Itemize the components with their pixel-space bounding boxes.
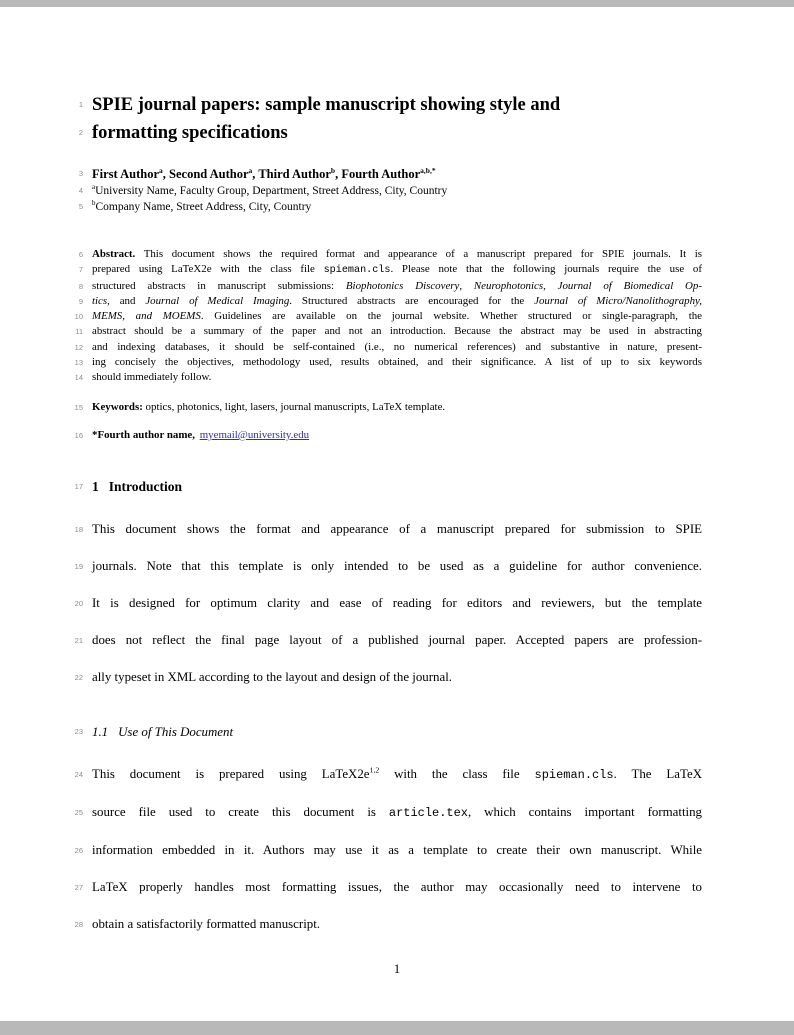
text-run: journals. Note that this template is only intended to be used as a guideline for author convenience. xyxy=(92,559,702,574)
text-run: 1,2 xyxy=(369,765,380,775)
text-run: MEMS, and MOEMS xyxy=(92,310,201,323)
text-run: optics, photonics, light, lasers, journal manuscripts, LaTeX template. xyxy=(142,400,446,413)
text-run: This document shows the format and appearance of a manuscript prepared for submission to SPIE xyxy=(92,522,702,537)
text-run: with the class file xyxy=(379,767,535,782)
text-line xyxy=(78,119,702,147)
line-text xyxy=(92,247,702,262)
text-run: Company Name, Street Address, City, Country xyxy=(95,201,312,213)
author-contact xyxy=(74,428,702,443)
line-number: 24 xyxy=(74,770,83,780)
line-number: 27 xyxy=(74,883,83,893)
text-line xyxy=(78,262,702,278)
text-run: Abstract. xyxy=(92,248,136,260)
line-number: 5 xyxy=(78,202,83,211)
line-text xyxy=(92,511,702,548)
line-text xyxy=(92,370,702,385)
line-number: 13 xyxy=(74,358,83,368)
text-run: structured abstracts in manuscript submissions: xyxy=(92,279,346,292)
line-text xyxy=(92,183,702,199)
text-run: , Fourth Author xyxy=(335,167,421,181)
text-line xyxy=(74,869,702,906)
line-number: 21 xyxy=(74,636,83,646)
line-text xyxy=(92,832,702,869)
text-line xyxy=(74,622,702,659)
line-text xyxy=(92,400,702,415)
line-text xyxy=(92,119,702,147)
text-run: Journal of Biomedical Op- xyxy=(557,279,702,292)
text-run: a xyxy=(248,165,253,175)
text-line xyxy=(74,585,702,622)
page xyxy=(0,7,794,1021)
line-text xyxy=(92,91,702,119)
text-run: . Please note that the following journals require the use of xyxy=(390,263,702,276)
text-run: LaTeX properly handles most formatting issues, the author may occasionally need to intervene to xyxy=(92,880,702,895)
line-number: 23 xyxy=(74,727,83,737)
text-line xyxy=(74,511,702,548)
intro-paragraph-1 xyxy=(74,511,702,696)
text-line xyxy=(74,722,702,742)
text-run: 1 xyxy=(92,479,99,495)
line-text xyxy=(92,199,702,215)
text-run: 1.1 xyxy=(92,725,109,740)
text-line xyxy=(74,428,702,443)
text-line xyxy=(78,279,702,294)
page-content xyxy=(74,91,703,943)
text-run: . Structured abstracts are encouraged for the xyxy=(289,294,535,307)
line-text xyxy=(92,477,702,497)
text-line xyxy=(74,340,702,355)
text-run: does not reflect the final page layout of a published journal paper. Accepted papers are profession- xyxy=(92,633,702,648)
line-number: 10 xyxy=(74,312,83,322)
line-text xyxy=(92,294,702,309)
text-run: Biophotonics Discovery xyxy=(345,279,460,292)
text-run: formatting specifications xyxy=(92,123,288,143)
text-run: , xyxy=(459,279,474,292)
author-line xyxy=(78,165,702,183)
text-line xyxy=(78,199,702,215)
text-line xyxy=(74,400,702,415)
line-number: 26 xyxy=(74,846,83,856)
text-run: This document is prepared using LaTeX2e xyxy=(92,767,370,782)
line-number: 15 xyxy=(74,402,83,412)
text-run: article.tex xyxy=(388,806,468,821)
text-run: abstract should be a summary of the paper and not an introduction. Because the abstract may be used in abstracting xyxy=(92,325,702,338)
text-line xyxy=(74,477,702,497)
line-number: 4 xyxy=(78,186,83,195)
line-number: 9 xyxy=(78,296,83,306)
text-line xyxy=(74,548,702,585)
email-link[interactable]: myemail@university.edu xyxy=(199,428,310,441)
text-line xyxy=(74,794,703,832)
text-line xyxy=(74,756,703,794)
line-number: 17 xyxy=(74,482,83,492)
line-text xyxy=(92,659,702,696)
text-run: , Third Author xyxy=(252,167,331,181)
line-text xyxy=(92,340,702,355)
text-run: and indexing databases, it should be self-contained (i.e., no numerical references) and substantive in nature, present- xyxy=(92,340,702,353)
line-number: 1 xyxy=(78,100,83,109)
text-line xyxy=(78,183,702,199)
text-run: spieman.cls xyxy=(323,265,391,277)
affiliations xyxy=(78,183,702,215)
text-run: Use of This Document xyxy=(118,725,234,740)
line-number: 16 xyxy=(74,430,83,440)
text-run: tics xyxy=(92,294,108,307)
text-run: Journal of Micro/Nanolithography, xyxy=(534,294,702,307)
text-line xyxy=(74,355,702,370)
line-number: 3 xyxy=(78,169,83,178)
text-run: ing concisely the objectives, methodology used, results obtained, and their significance. A list of up to six keywords xyxy=(92,356,702,369)
text-run: First Author xyxy=(92,167,160,181)
text-run: obtain a satisfactorily formatted manuscript. xyxy=(92,917,321,932)
text-run: This document shows the required format and appearance of a manuscript prepared for SPIE journals. It is xyxy=(135,248,702,260)
text-run: b xyxy=(92,200,96,208)
text-run: a,b,* xyxy=(420,165,436,175)
text-line xyxy=(78,294,702,309)
line-number: 6 xyxy=(78,250,83,259)
line-text xyxy=(92,165,702,183)
line-number: 7 xyxy=(78,265,83,275)
text-run: . The LaTeX xyxy=(613,767,703,782)
line-number: 22 xyxy=(74,673,83,683)
text-run: *Fourth author name, xyxy=(92,428,198,441)
text-line xyxy=(75,324,702,339)
line-text xyxy=(92,309,702,324)
text-run: University Name, Faculty Group, Department, Street Address, City, Country xyxy=(95,185,448,197)
line-text xyxy=(92,622,702,659)
text-run: information embedded in it. Authors may use it as a template to create their own manuscript. While xyxy=(92,843,702,858)
text-line xyxy=(74,906,702,943)
text-run: SPIE journal papers: sample manuscript showing style and xyxy=(92,95,561,115)
text-run: a xyxy=(92,184,96,192)
line-text xyxy=(92,906,702,943)
text-line xyxy=(78,165,702,183)
text-run: Keywords: xyxy=(92,400,143,413)
section-introduction xyxy=(74,477,702,497)
text-line xyxy=(78,91,702,119)
line-text xyxy=(92,548,702,585)
line-text xyxy=(92,794,702,832)
line-text xyxy=(92,722,702,742)
text-line xyxy=(74,309,702,324)
paper-title xyxy=(78,91,702,147)
text-line xyxy=(74,659,702,696)
line-number: 19 xyxy=(74,562,83,572)
line-text xyxy=(92,756,702,794)
text-run: It is designed for optimum clarity and ease of reading for editors and reviewers, but the template xyxy=(92,596,702,611)
line-text xyxy=(92,869,702,906)
keywords xyxy=(74,400,702,415)
subsection-use-of-this-document xyxy=(74,722,702,742)
text-run: Journal of Medical Imaging xyxy=(145,294,290,307)
line-number: 20 xyxy=(74,599,83,609)
text-line xyxy=(78,247,702,262)
abstract xyxy=(74,247,702,386)
line-number: 12 xyxy=(74,342,83,352)
text-run: . Guidelines are available on the journal website. Whether structured or single-paragraph, the xyxy=(200,310,702,323)
text-run: source file used to create this document is xyxy=(92,805,389,820)
line-number: 25 xyxy=(74,808,83,818)
use-paragraph-1 xyxy=(74,756,703,943)
line-number: 28 xyxy=(74,920,83,930)
text-line xyxy=(74,832,702,869)
line-number: 2 xyxy=(78,128,83,137)
line-text xyxy=(92,279,702,294)
line-text xyxy=(92,428,702,443)
line-text xyxy=(92,262,702,278)
text-run: , Second Author xyxy=(162,167,249,181)
text-run: should immediately follow. xyxy=(92,371,212,384)
text-run: ally typeset in XML according to the layout and design of the journal. xyxy=(92,670,453,685)
text-line xyxy=(74,370,702,385)
line-number: 14 xyxy=(74,373,83,383)
text-run: Neurophotonics xyxy=(473,279,544,292)
page-number: 1 xyxy=(393,962,401,976)
line-number: 11 xyxy=(75,327,83,337)
text-run: , xyxy=(543,279,558,292)
text-run: b xyxy=(330,165,336,175)
line-text xyxy=(92,324,702,339)
text-run: , and xyxy=(107,294,146,307)
line-number: 8 xyxy=(78,281,83,291)
text-run: a xyxy=(159,165,163,175)
text-run: spieman.cls xyxy=(534,768,614,783)
line-text xyxy=(92,355,702,370)
text-run: , which contains important formatting xyxy=(468,805,703,820)
text-run: Introduction xyxy=(108,479,183,495)
text-run: prepared using LaTeX2e with the class file xyxy=(92,263,324,276)
line-number: 18 xyxy=(74,525,83,535)
line-text xyxy=(92,585,702,622)
